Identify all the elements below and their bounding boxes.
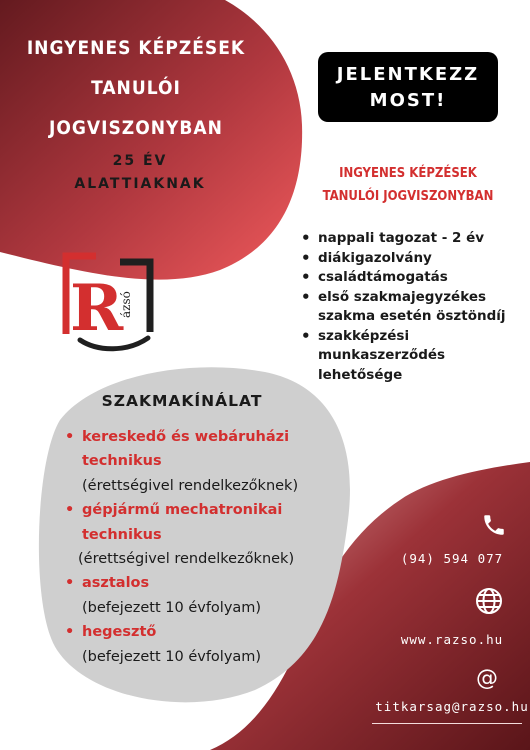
- hero-title-line-3: JOGVISZONYBAN: [49, 117, 223, 139]
- age-limit: [40, 150, 240, 196]
- website-link[interactable]: www.razso.hu: [400, 632, 504, 647]
- offer-name: • kereskedő és webáruházi technikus: [82, 429, 290, 470]
- offer-item: [62, 571, 332, 620]
- age-limit-line-1: 25 ÉV: [112, 153, 168, 169]
- contact-divider: [372, 723, 522, 724]
- benefit-item: • családtámogatás: [300, 268, 530, 288]
- svg-text:@: @: [476, 666, 498, 691]
- hero-title-line-2: TANULÓI: [91, 77, 181, 99]
- offer-note: (érettségivel rendelkezőknek): [78, 551, 295, 568]
- info-title: [292, 162, 524, 208]
- offer-name: • asztalos: [82, 575, 150, 592]
- offer-list: [62, 425, 332, 669]
- benefit-item: • szakképzési munkaszerződés lehetősége: [300, 327, 530, 386]
- offer-name: • gépjármű mechatronikai technikus: [82, 502, 283, 543]
- razso-logo: [58, 248, 158, 358]
- offer-name: • hegesztő: [82, 624, 157, 641]
- apply-now-button[interactable]: [318, 52, 498, 122]
- offer-item: [62, 498, 332, 571]
- benefit-item: • nappali tagozat - 2 év: [300, 229, 530, 249]
- offer-note: (befejezett 10 évfolyam): [82, 648, 262, 665]
- benefit-item: • első szakmajegyzékes szakma esetén ösztöndíj: [300, 288, 530, 327]
- at-icon: [473, 664, 501, 692]
- email-link[interactable]: titkarsag@razso.hu: [375, 699, 529, 714]
- logo-letter-r: R: [70, 271, 124, 346]
- apply-now-label: [318, 62, 498, 114]
- benefit-item: • diákigazolvány: [300, 249, 530, 269]
- phone-number[interactable]: (94) 594 077: [400, 551, 504, 566]
- offer-note: (érettségivel rendelkezőknek): [82, 477, 299, 494]
- offer-item: [62, 425, 332, 498]
- age-limit-line-2: ALATTIAKNAK: [74, 176, 206, 192]
- logo-word: ázsó: [119, 291, 133, 318]
- hero-title: [20, 28, 252, 148]
- info-title-line-2: TANULÓI JOGVISZONYBAN: [322, 189, 494, 204]
- offer-item: [62, 620, 332, 669]
- phone-icon: [481, 512, 507, 538]
- apply-now-line-1: JELENTKEZZ: [336, 64, 480, 85]
- apply-now-line-2: MOST!: [369, 90, 447, 111]
- hero-title-line-1: INGYENES KÉPZÉSEK: [26, 37, 246, 59]
- info-title-line-1: INGYENES KÉPZÉSEK: [339, 166, 477, 181]
- offer-note: (befejezett 10 évfolyam): [82, 599, 262, 616]
- benefits-list: [300, 229, 530, 385]
- offer-title: SZAKMAKÍNÁLAT: [101, 392, 263, 410]
- globe-icon: [474, 586, 504, 616]
